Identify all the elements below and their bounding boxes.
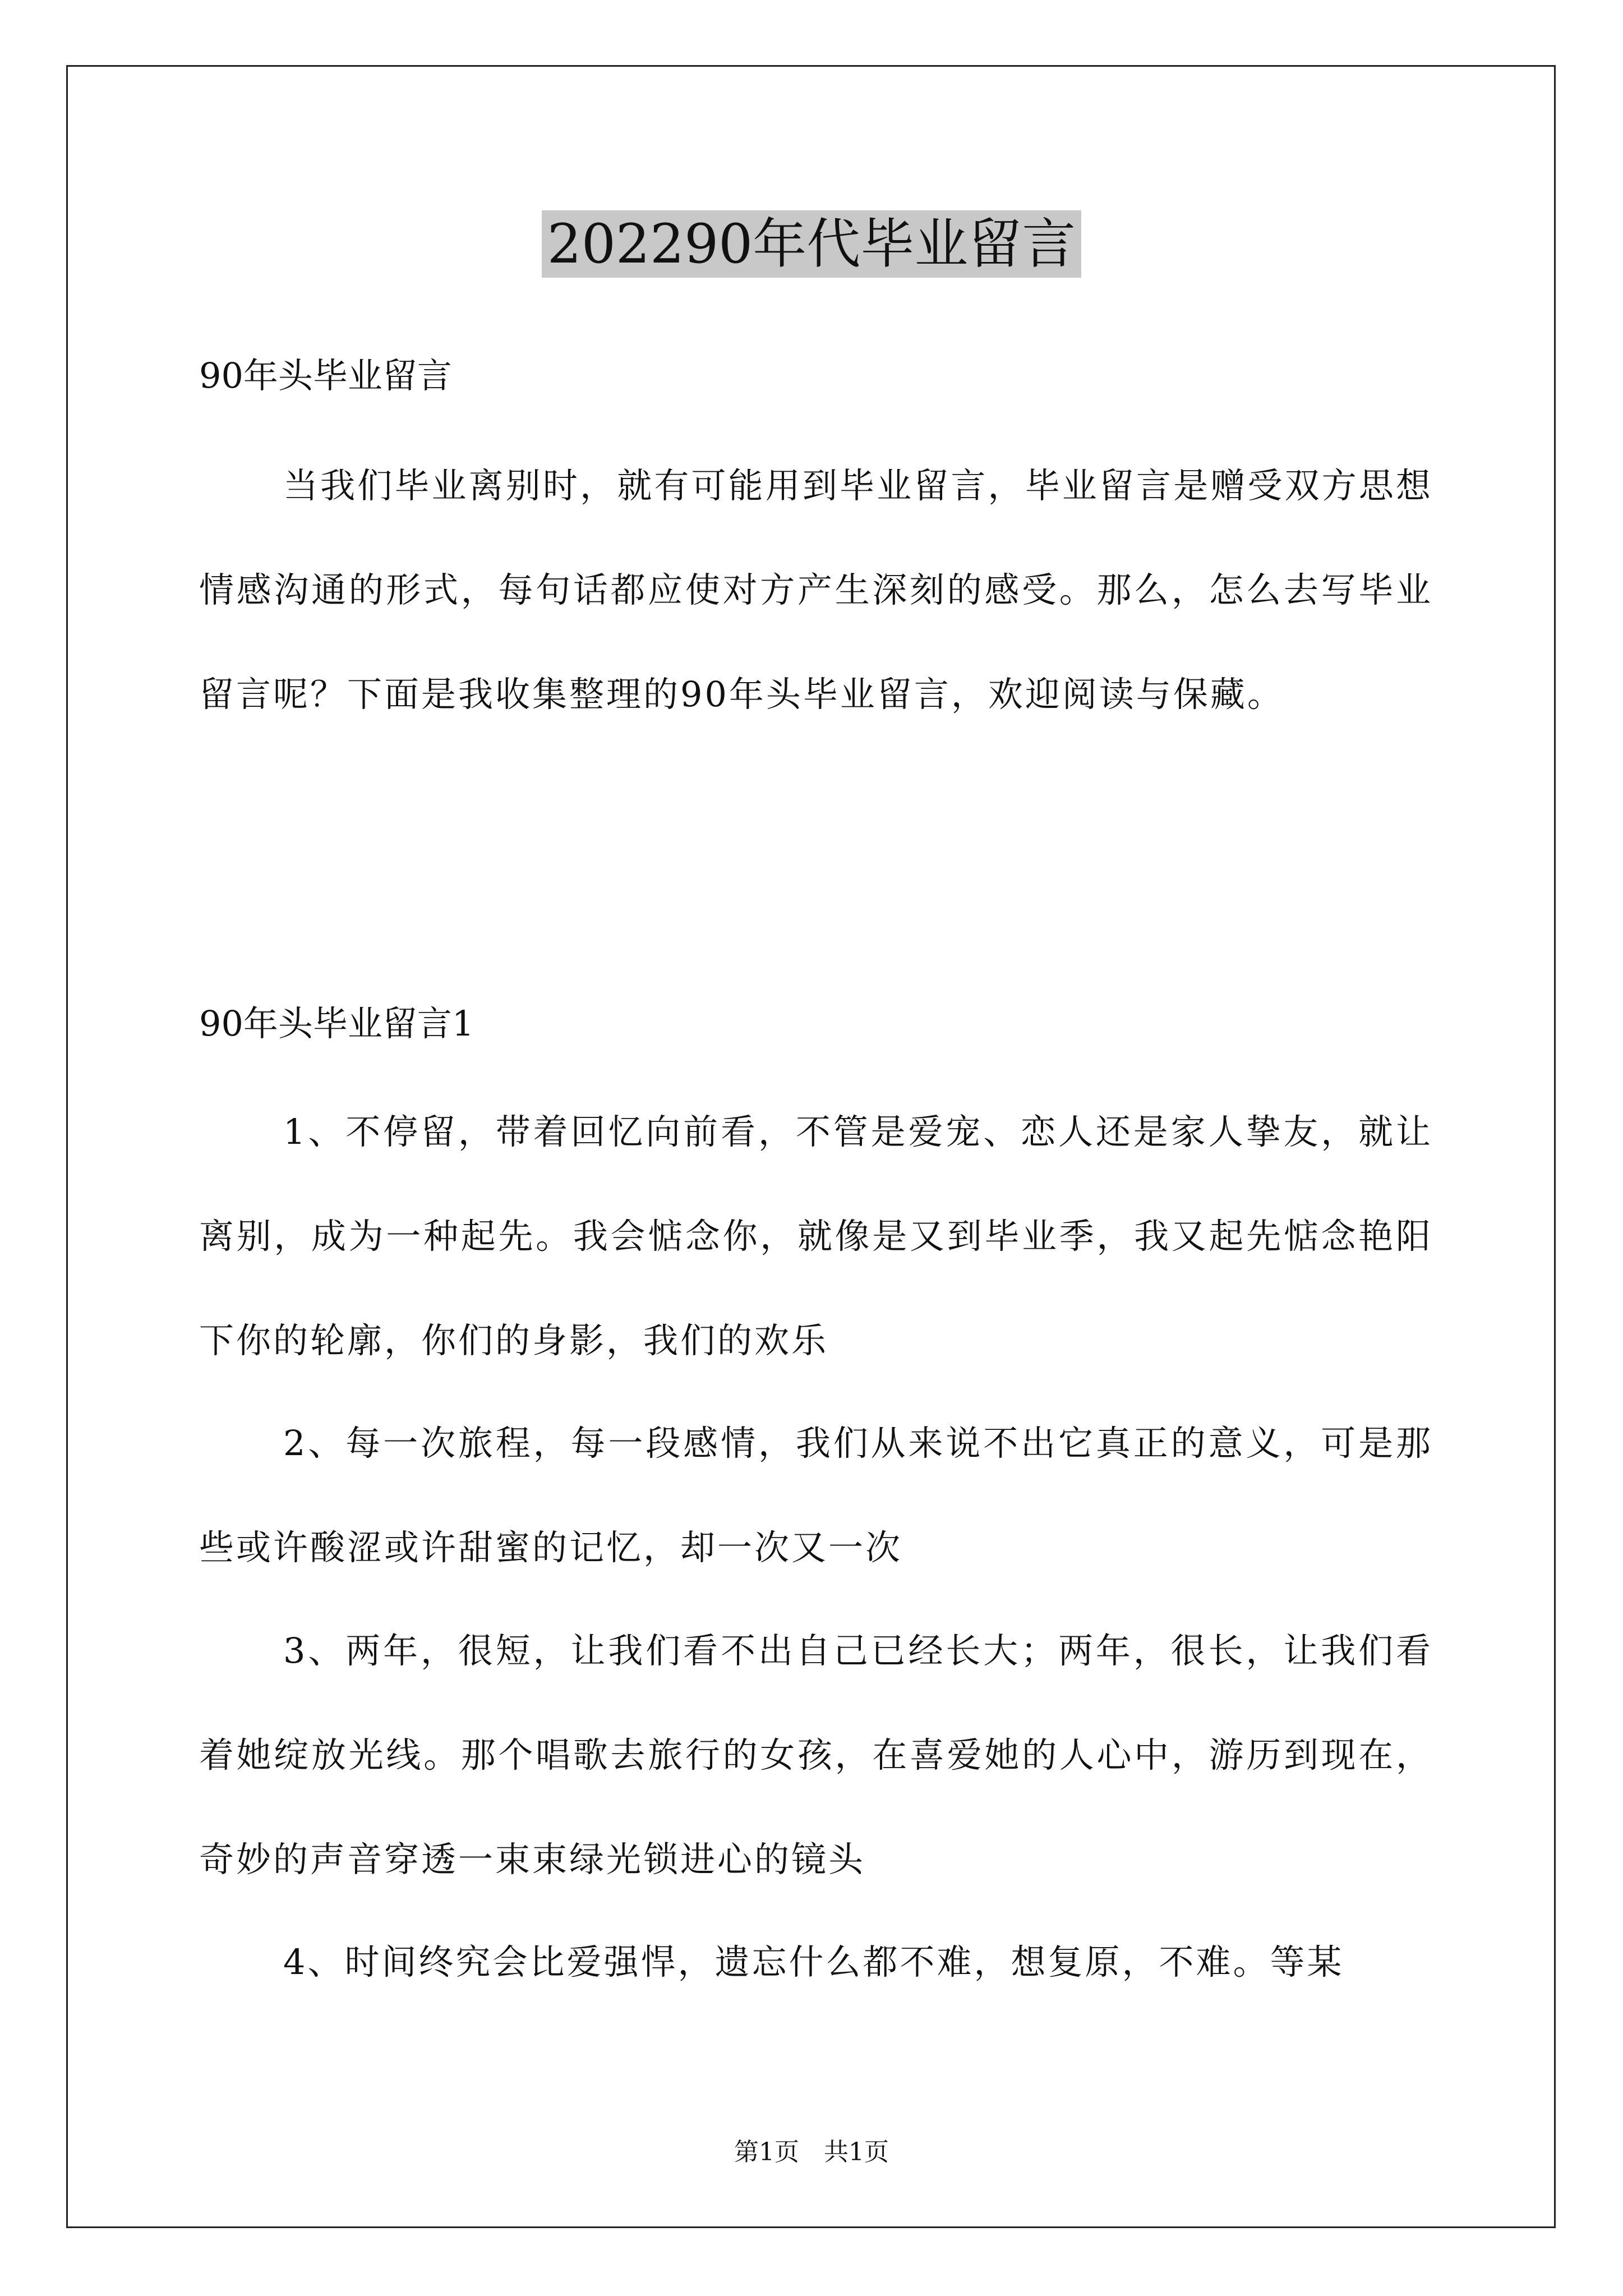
list-item-1: 1、不停留，带着回忆向前看，不管是爱宠、恋人还是家人挚友，就让离别，成为一种起先。我会惦念你，就像是又到毕业季，我又起先惦念艳阳下你的轮廓，你们的身影，我们的欢乐 xyxy=(199,1111,1433,1361)
intro-heading: 90年头毕业留言 xyxy=(199,355,452,396)
list-item-2: 2、每一次旅程，每一段感情，我们从来说不出它真正的意义，可是那些或许酸涩或许甜蜜的记忆，却一次又一次 xyxy=(199,1423,1433,1568)
page-footer: 第1页 共1页 xyxy=(734,2138,889,2166)
section-heading: 90年头毕业留言1 xyxy=(199,1003,474,1044)
list-item-3: 3、两年，很短，让我们看不出自己已经长大；两年，很长，让我们看着她绽放光线。那个唱歌去旅行的女孩，在喜爱她的人心中，游历到现在，奇妙的声音穿透一束束绿光锁进心的镜头 xyxy=(199,1630,1433,1880)
list-item-4: 4、时间终究会比爱强悍，遗忘什么都不难，想复原，不难。等某 xyxy=(283,1941,1344,1982)
document-title xyxy=(0,208,1623,280)
document-title-text: 202290年代毕业留言 xyxy=(542,210,1081,278)
intro-paragraph: 当我们毕业离别时，就有可能用到毕业留言，毕业留言是赠受双方思想情感沟通的形式，每句话都应使对方产生深刻的感受。那么，怎么去写毕业留言呢？下面是我收集整理的90年头毕业留言，欢迎阅读与保藏。 xyxy=(199,465,1433,715)
